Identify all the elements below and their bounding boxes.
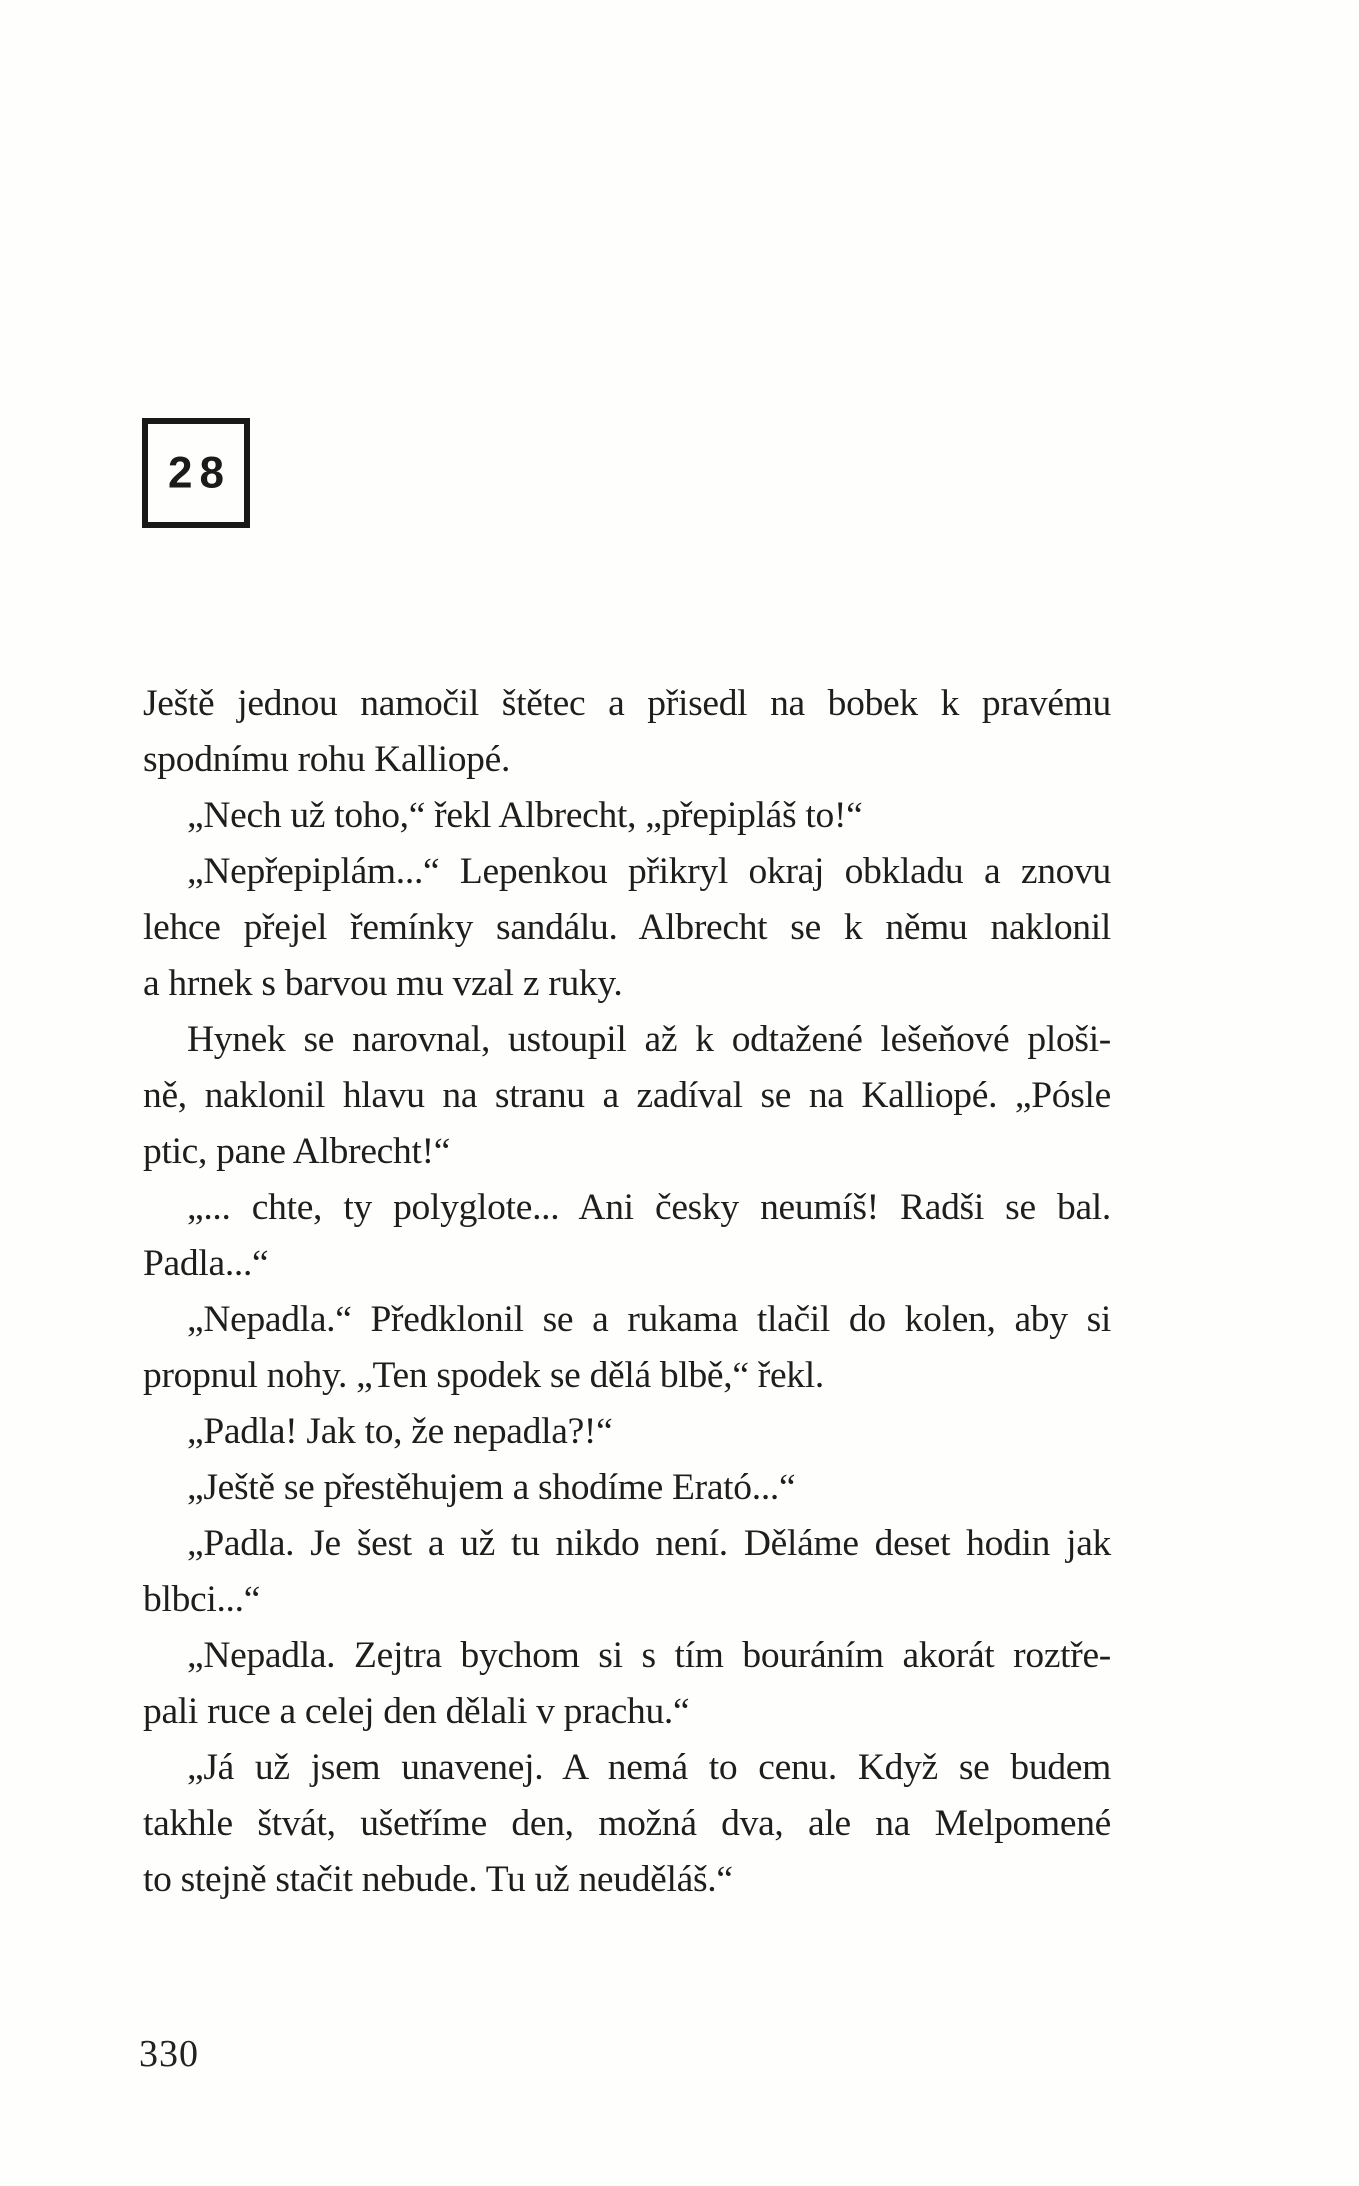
text-line: Ještě jednou namočil štětec a přisedl na bobek k pravému [143,683,1111,724]
chapter-number: 28 [168,447,231,498]
body-text [143,676,1111,1908]
text-line: „Padla! Jak to, že nepadla?!“ [187,1411,613,1452]
text-line: Padla...“ [143,1243,269,1284]
text-line: „Nepřepiplám...“ Lepenkou přikryl okraj obkladu a znovu [187,851,1111,892]
text-line: „Nepadla.“ Předklonil se a rukama tlačil do kolen, aby si [187,1299,1111,1340]
text-line: „Já už jsem unavenej. A nemá to cenu. Když se budem [187,1747,1111,1788]
text-line: a hrnek s barvou mu vzal z ruky. [143,963,623,1004]
text-line: „Padla. Je šest a už tu nikdo není. Děláme deset hodin jak [187,1523,1111,1564]
text-line: „Ještě se přestěhujem a shodíme Erató...“ [187,1467,796,1508]
text-line: spodnímu rohu Kalliopé. [143,739,511,780]
text-line: „... chte, ty polyglote... Ani česky neumíš! Radši se bal. [187,1187,1111,1228]
text-line: blbci...“ [143,1579,261,1620]
text-line: „Nech už toho,“ řekl Albrecht, „přepipláš to!“ [187,795,863,836]
page-number: 330 [139,2033,199,2075]
text-line: ptic, pane Albrecht!“ [143,1131,451,1172]
text-line: pali ruce a celej den dělali v prachu.“ [143,1691,690,1732]
text-line: „Nepadla. Zejtra bychom si s tím bouráním akorát roztře- [187,1635,1111,1676]
text-line: ně, naklonil hlavu na stranu a zadíval se na Kalliopé. „Pósle [143,1075,1111,1116]
text-line: to stejně stačit nebude. Tu už neuděláš.“ [143,1859,733,1900]
text-line: Hynek se narovnal, ustoupil až k odtažené lešeňové ploši- [187,1019,1111,1060]
chapter-number-box [142,418,250,528]
text-line: takhle štvát, ušetříme den, možná dva, ale na Melpomené [143,1803,1111,1844]
text-line: lehce přejel řemínky sandálu. Albrecht se k němu naklonil [143,907,1111,948]
text-line: propnul nohy. „Ten spodek se dělá blbě,“ řekl. [143,1355,824,1396]
